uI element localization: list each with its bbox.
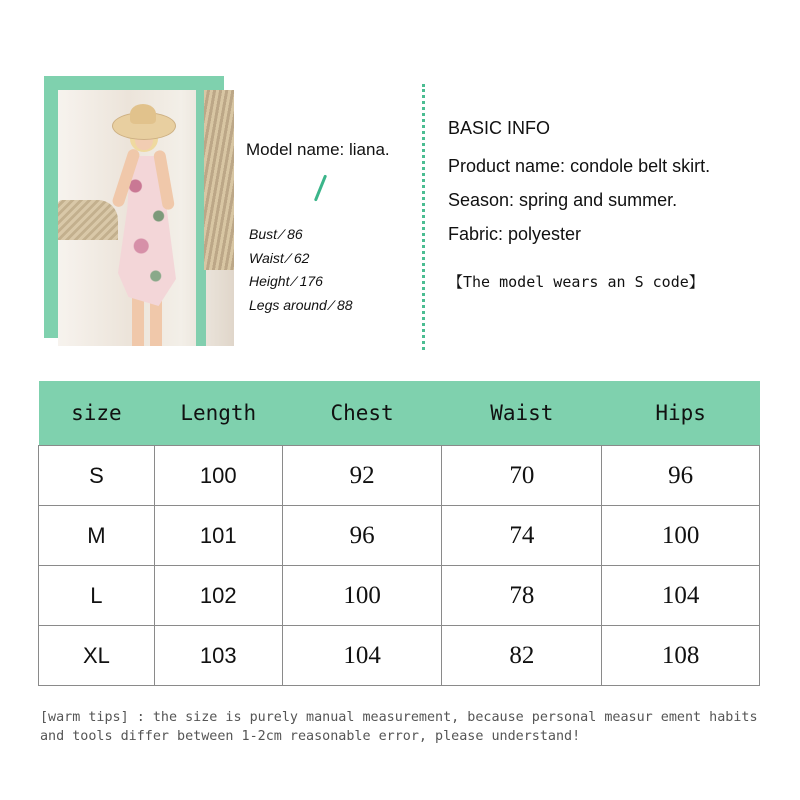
cell-chest: 92 (282, 446, 442, 506)
table-row (39, 446, 760, 506)
size-chart-table (38, 381, 760, 686)
measurement-bust: Bust ∕ 86 (249, 226, 303, 242)
basic-info-panel (448, 118, 710, 292)
cell-waist: 78 (442, 566, 602, 626)
header-size: size (39, 381, 155, 446)
basic-info-title: BASIC INFO (448, 118, 551, 138)
section-divider (422, 84, 425, 350)
cell-length: 103 (154, 626, 282, 686)
cell-waist: 70 (442, 446, 602, 506)
cell-length: 101 (154, 506, 282, 566)
fabric: Fabric: polyester (448, 224, 582, 244)
cell-hips: 104 (602, 566, 760, 626)
cell-hips: 96 (602, 446, 760, 506)
warm-tips-text: [warm tips] : the size is purely manual measurement, because personal measur ement habits and tools differ between 1-2cm reasonable error, please understand! (40, 710, 758, 744)
header-chest: Chest (282, 381, 442, 446)
cell-chest: 100 (282, 566, 442, 626)
model-size-note: 【The model wears an S code】 (448, 273, 704, 291)
cell-length: 100 (154, 446, 282, 506)
cell-size: M (39, 506, 155, 566)
model-measurements (249, 223, 353, 317)
cell-size: L (39, 566, 155, 626)
table-row (39, 626, 760, 686)
cell-size: XL (39, 626, 155, 686)
header-length: Length (154, 381, 282, 446)
season: Season: spring and summer. (448, 190, 678, 210)
cell-hips: 108 (602, 626, 760, 686)
measurement-waist: Waist ∕ 62 (249, 249, 310, 266)
product-name: Product name: condole belt skirt. (448, 156, 711, 176)
slash-divider-icon (314, 174, 327, 201)
cell-chest: 96 (282, 506, 442, 566)
cell-size: S (39, 446, 155, 506)
header-waist: Waist (442, 381, 602, 446)
table-row (39, 566, 760, 626)
measurement-legs: Legs around ∕ 88 (249, 296, 353, 313)
cell-chest: 104 (282, 626, 442, 686)
cell-waist: 82 (442, 626, 602, 686)
header-hips: Hips (602, 381, 760, 446)
cell-hips: 100 (602, 506, 760, 566)
cell-waist: 74 (442, 506, 602, 566)
table-row (39, 506, 760, 566)
table-header-row (39, 381, 760, 446)
model-photo (58, 90, 234, 346)
model-name: Model name: liana. (246, 140, 390, 159)
cell-length: 102 (154, 566, 282, 626)
measurement-height: Height ∕ 176 (249, 273, 323, 289)
